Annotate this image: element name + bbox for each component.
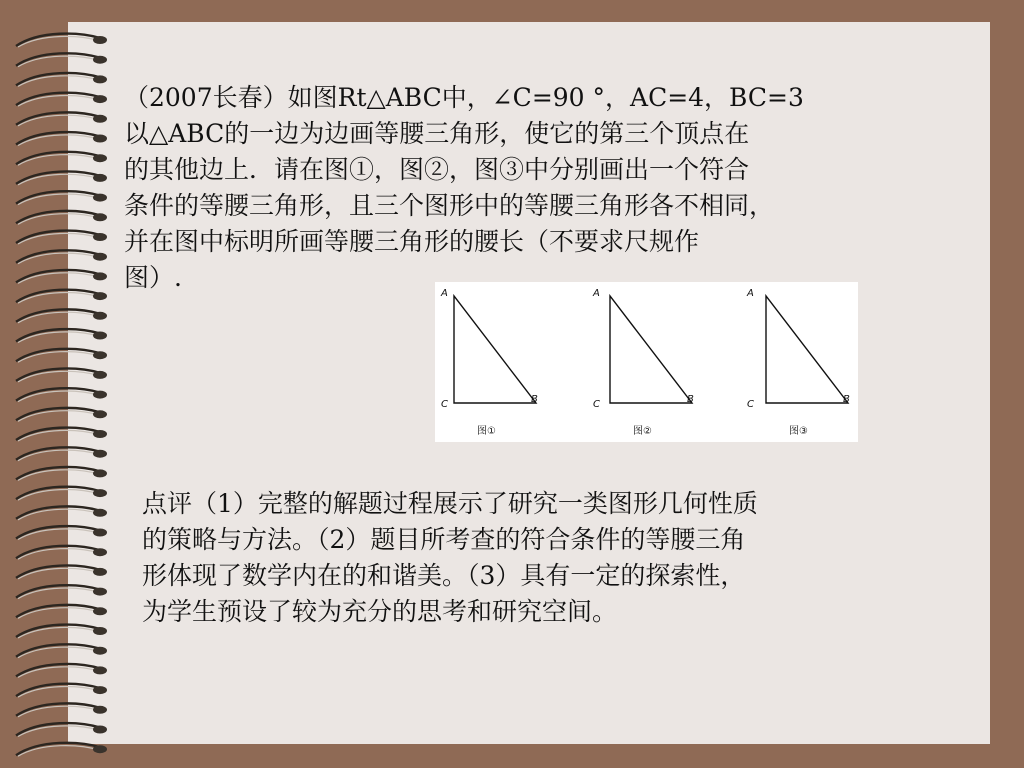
vertex-label-c: C [593, 399, 600, 410]
comment-text [142, 486, 982, 630]
problem-text [124, 80, 1004, 296]
vertex-label-c: C [747, 399, 754, 410]
figure-2 [592, 288, 694, 437]
vertex-label-b: B [843, 394, 850, 405]
figure-caption: 图③ [789, 426, 808, 437]
binding-ring [16, 743, 100, 755]
vertex-label-a: A [593, 288, 600, 299]
problem-line: 以△ABC的一边为边画等腰三角形，使它的第三个顶点在 [124, 119, 750, 148]
problem-line: 图）. [124, 263, 182, 292]
vertex-label-c: C [441, 399, 448, 410]
figure-3 [746, 288, 850, 437]
vertex-label-a: A [747, 288, 754, 299]
binding-ring-highlight [18, 746, 100, 757]
comment-line: 点评（1）完整的解题过程展示了研究一类图形几何性质 [142, 489, 758, 518]
comment-line: 的策略与方法。（2）题目所考查的符合条件的等腰三角 [142, 525, 746, 554]
right-triangle [454, 296, 536, 403]
comment-line: 为学生预设了较为充分的思考和研究空间。 [142, 597, 618, 626]
triangle-figures [435, 282, 858, 442]
vertex-label-a: A [441, 288, 448, 299]
figure-1 [440, 288, 538, 437]
figure-caption: 图② [633, 426, 652, 437]
problem-line: （2007长春）如图Rt△ABC中，∠C=90 °，AC=4，BC=3 [124, 83, 804, 112]
problem-line: 的其他边上．请在图①，图②，图③中分别画出一个符合 [124, 155, 750, 184]
right-triangle [610, 296, 692, 403]
problem-line: 并在图中标明所画等腰三角形的腰长（不要求尺规作 [124, 227, 700, 256]
comment-line: 形体现了数学内在的和谐美。（3）具有一定的探索性， [142, 561, 746, 590]
vertex-label-b: B [687, 394, 694, 405]
problem-line: 条件的等腰三角形，且三个图形中的等腰三角形各不相同， [124, 191, 775, 220]
binding-hole [93, 745, 107, 753]
right-triangle [766, 296, 848, 403]
figure-caption: 图① [477, 426, 496, 437]
vertex-label-b: B [531, 394, 538, 405]
